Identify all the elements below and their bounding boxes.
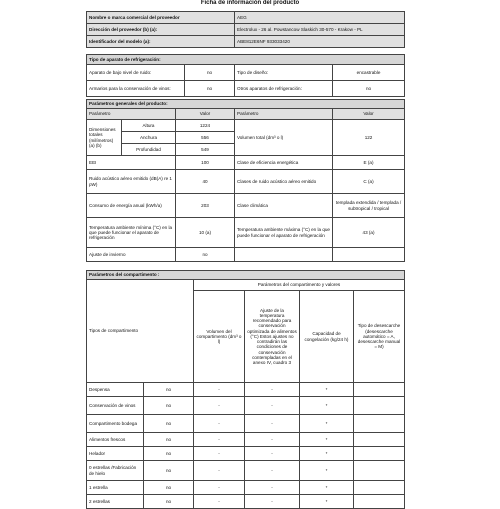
param-label [235, 248, 333, 262]
col-header-value: Valor [333, 109, 405, 120]
compartment-defrost [354, 481, 405, 495]
supplier-label: Nombre o marca comercial del proveedor [87, 12, 235, 24]
table-row [87, 495, 405, 509]
table-row [87, 481, 405, 495]
compartment-name: Despensa [87, 383, 144, 397]
compartment-volume: - [194, 383, 245, 397]
col-header-volume: Volumen del compartimento (dm³ o l) [194, 291, 245, 383]
compartment-volume: - [194, 447, 245, 461]
compartment-name: Compartimento bodega [87, 415, 144, 433]
supplier-table [86, 11, 405, 48]
supplier-value: AEG [235, 12, 405, 24]
table-row [87, 397, 405, 415]
dimensions-label: Dimensiones totales (milímetros) (a) (b) [87, 120, 122, 156]
param-row [87, 194, 405, 218]
compartment-name: Alimentos frescos [87, 433, 144, 447]
compartment-name: 2 estrellas [87, 495, 144, 509]
type-value: no [333, 81, 405, 97]
compartment-freezing: * [300, 415, 354, 433]
compartment-defrost [354, 415, 405, 433]
param-row [87, 170, 405, 194]
section-heading: Tipo de aparato de refrigeración: [87, 55, 405, 65]
param-label: Ajuste de invierno [87, 248, 176, 262]
compartment-temperature: - [245, 383, 300, 397]
col-header-value: Valor [176, 109, 235, 120]
dimension-name: Anchura [122, 132, 176, 144]
compartment-freezing: * [300, 383, 354, 397]
compartment-defrost [354, 397, 405, 415]
supplier-row [87, 24, 405, 36]
param-row [87, 248, 405, 262]
col-header-param: Parámetro [235, 109, 333, 120]
table-row [87, 447, 405, 461]
col-header-freezing: Capacidad de congelación (kg/24 h) [300, 291, 354, 383]
table-row [87, 415, 405, 433]
compartment-volume: - [194, 433, 245, 447]
param-value: C (a) [333, 170, 405, 194]
compartment-volume: - [194, 481, 245, 495]
type-row [87, 65, 405, 81]
param-label: Clase climática [235, 194, 333, 218]
compartment-freezing: * [300, 461, 354, 481]
compartment-temperature: - [245, 447, 300, 461]
section-heading: Parámetros del compartimento : [87, 271, 405, 280]
supplier-label: Dirección del proveedor (b) (a): [87, 24, 235, 36]
general-params-table [86, 99, 405, 262]
param-label: Consumo de energía anual (kWh/a) [87, 194, 176, 218]
compartment-temperature: - [245, 481, 300, 495]
dimension-value: 556 [176, 132, 235, 144]
compartment-name: Conservación de vinos [87, 397, 144, 415]
compartment-present: no [144, 383, 194, 397]
param-value [333, 248, 405, 262]
param-row [87, 218, 405, 248]
compartment-temperature: - [245, 495, 300, 509]
dimension-value: 1224 [176, 120, 235, 132]
table-row [87, 433, 405, 447]
col-header-temperature: Ajuste de la temperatura recomendado para conservación optimizada de alimentos (°C) Estos ajustes no contradirán las condiciones de conservación contempladas en el anexo IV, cuadro 3 [245, 291, 300, 383]
type-value: encastrable [333, 65, 405, 81]
param-value: 100 [176, 156, 235, 170]
table-row [87, 383, 405, 397]
dimension-name: Profundidad [122, 144, 176, 156]
compartment-present: no [144, 415, 194, 433]
type-label: Aparato de bajo nivel de ruido: [87, 65, 185, 81]
dimension-value: 549 [176, 144, 235, 156]
type-row [87, 81, 405, 97]
compartment-defrost [354, 383, 405, 397]
supplier-row [87, 12, 405, 24]
compartment-defrost [354, 447, 405, 461]
type-value: no [185, 65, 235, 81]
type-label: Armarios para la conservación de vinos: [87, 81, 185, 97]
param-value: E (a) [333, 156, 405, 170]
compartment-name: 1 estrella [87, 481, 144, 495]
param-value: 10 (a) [176, 218, 235, 248]
type-label: Otros aparatos de refrigeración: [235, 81, 333, 97]
compartment-present: no [144, 397, 194, 415]
supplier-value: Electrolux - 26 al. Powstancow Slaskich 30-570 - Krakow - PL [235, 24, 405, 36]
volume-value: 122 [333, 120, 405, 156]
compartment-temperature: - [245, 397, 300, 415]
param-value: templada extendida / templada / subtropical / tropical [333, 194, 405, 218]
param-label: Clase de eficiencia energética [235, 156, 333, 170]
param-value: 40 [176, 170, 235, 194]
compartment-freezing: * [300, 433, 354, 447]
param-value: no [176, 248, 235, 262]
compartment-volume: - [194, 495, 245, 509]
param-value: 203 [176, 194, 235, 218]
param-label: Ruido acústico aéreo emitido (dB(A) re 1 pW) [87, 170, 176, 194]
compartment-name: 0 estrellas /Fabricación de hielo [87, 461, 144, 481]
compartment-temperature: - [245, 433, 300, 447]
compartment-freezing: * [300, 397, 354, 415]
compartment-volume: - [194, 415, 245, 433]
compartment-present: no [144, 447, 194, 461]
compartment-temperature: - [245, 415, 300, 433]
compartment-present: no [144, 433, 194, 447]
document-title: Ficha de información del producto [200, 0, 300, 6]
compartment-volume: - [194, 461, 245, 481]
compartment-present: no [144, 495, 194, 509]
param-label: EEI [87, 156, 176, 170]
supplier-row [87, 36, 405, 48]
supplier-value: ABE812E6NF 933033420 [235, 36, 405, 48]
compartment-present: no [144, 481, 194, 495]
supplier-label: Identificador del modelo (a): [87, 36, 235, 48]
appliance-type-table [86, 54, 405, 97]
col-header-param: Parámetro [87, 109, 176, 120]
compartment-freezing: * [300, 481, 354, 495]
compartment-defrost [354, 433, 405, 447]
col-header-defrost: Tipo de desescarche (desescarche automático = A, desescarche manual = M) [354, 291, 405, 383]
compartment-volume: - [194, 397, 245, 415]
type-label: Tipo de diseño: [235, 65, 333, 81]
section-heading: Parámetros generales del producto: [87, 100, 405, 109]
compartments-table [86, 270, 405, 509]
param-label: Clases de ruido acústico aéreo emitido [235, 170, 333, 194]
param-value: 43 (a) [333, 218, 405, 248]
compartment-temperature: - [245, 461, 300, 481]
compartment-present: no [144, 461, 194, 481]
compartment-defrost [354, 461, 405, 481]
group-header: Parámetros del compartimento y valores [194, 280, 405, 291]
param-label: Temperatura ambiente máxima (°C) en la que puede funcionar el aparato de refrigeración [235, 218, 333, 248]
dimension-name: Altura [122, 120, 176, 132]
compartment-defrost [354, 495, 405, 509]
type-value: no [185, 81, 235, 97]
param-row [87, 156, 405, 170]
compartment-freezing: * [300, 447, 354, 461]
compartment-freezing: * [300, 495, 354, 509]
param-label: Temperatura ambiente mínima (°C) en la que puede funcionar el aparato de refrigeración [87, 218, 176, 248]
volume-label: Volumen total (dm³ o l) [235, 120, 333, 156]
table-row [87, 461, 405, 481]
compartment-name: Helador [87, 447, 144, 461]
col-header-type: Tipos de compartimento [87, 280, 194, 383]
